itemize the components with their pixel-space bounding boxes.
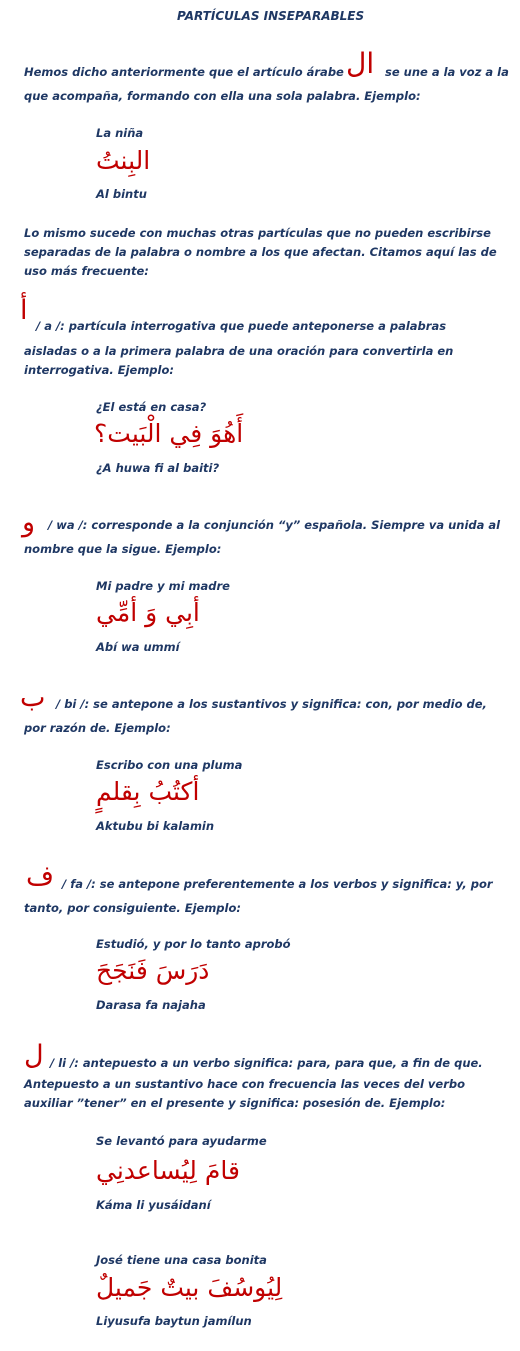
particle-bi-line-1: / bi /: se antepone a los sustantivos y significa: con, por medio de,	[56, 697, 487, 711]
particle-a-line-1: / a /: partícula interrogativa que puede anteponerse a palabras	[36, 319, 447, 333]
particle-fa-line-2: tanto, por consiguiente. Ejemplo:	[24, 901, 241, 915]
particle-li-line-3: auxiliar ”tener” en el presente y significa: posesión de. Ejemplo:	[24, 1096, 446, 1110]
particle-a-example-spanish: ¿El está en casa?	[96, 400, 207, 414]
particle-fa-example-arabic: دَرَسَ فَنَجَحَ	[96, 956, 210, 985]
para2-line-1: Lo mismo sucede con muchas otras partículas que no pueden escribirse	[24, 226, 491, 240]
particle-wa-letter: و	[22, 507, 36, 538]
particle-wa-example-spanish: Mi padre y mi madre	[96, 579, 230, 593]
particle-wa-example-transliteration: Abí wa ummí	[96, 640, 180, 654]
particle-a-line-2: aisladas o a la primera palabra de una oración para convertirla en	[24, 344, 454, 358]
para2-line-2: separadas de la palabra o nombre a los que afectan. Citamos aquí las de	[24, 245, 497, 259]
particle-bi-line-2: por razón de. Ejemplo:	[24, 721, 171, 735]
particle-li-letter: ل	[24, 1040, 44, 1071]
article-al-arabic: ال	[346, 47, 375, 80]
example-transliteration: Al bintu	[96, 187, 147, 201]
particle-wa-line-2: nombre que la sigue. Ejemplo:	[24, 542, 222, 556]
example-spanish: La niña	[96, 126, 144, 140]
particle-fa-example-spanish: Estudió, y por lo tanto aprobó	[96, 937, 291, 951]
particle-fa-letter: ف	[26, 861, 54, 892]
example-arabic: البِنتُ	[96, 146, 151, 175]
particle-fa-example-transliteration: Darasa fa najaha	[96, 998, 206, 1012]
particle-li-example-arabic: قامَ لِيُساعدنِي	[96, 1156, 240, 1185]
particle-wa-example-arabic: أبِي وَ أمِّي	[96, 598, 200, 627]
intro-line-2: que acompaña, formando con ella una sola palabra. Ejemplo:	[24, 89, 421, 103]
particle-wa-line-1: / wa /: corresponde a la conjunción “y” española. Siempre va unida al	[48, 518, 501, 532]
particle-fa-line-1: / fa /: se antepone preferentemente a los verbos y significa: y, por	[62, 877, 493, 891]
intro-line-1a: Hemos dicho anteriormente que el artículo árabe	[24, 65, 344, 79]
particle-li-example-transliteration: Káma li yusáidaní	[96, 1198, 211, 1212]
intro-line-1b: se une a la voz a la	[385, 65, 509, 79]
particle-li-example2-transliteration: Liyusufa baytun jamílun	[96, 1314, 252, 1328]
particle-li-example-spanish: Se levantó para ayudarme	[96, 1134, 267, 1148]
particle-li-example2-spanish: José tiene una casa bonita	[96, 1253, 267, 1267]
page-title: PARTÍCULAS INSEPARABLES	[177, 9, 365, 23]
particle-li-line-1: / li /: antepuesto a un verbo significa: para, para que, a fin de que.	[50, 1056, 483, 1070]
particle-li-line-2: Antepuesto a un sustantivo hace con frecuencia las veces del verbo	[24, 1077, 466, 1091]
para2-line-3: uso más frecuente:	[24, 264, 149, 278]
particle-bi-example-spanish: Escribo con una pluma	[96, 758, 243, 772]
particle-li-example2-arabic: لِيُوسُفَ بيتٌ جَميلٌ	[96, 1273, 283, 1302]
particle-bi-example-transliteration: Aktubu bi kalamin	[96, 819, 215, 833]
particle-bi-example-arabic: أكتُبُ بِقلمٍ	[96, 777, 200, 806]
particle-a-letter: أ	[20, 295, 28, 326]
particle-bi-letter: ب	[20, 682, 46, 713]
particle-a-line-3: interrogativa. Ejemplo:	[24, 363, 174, 377]
particle-a-example-arabic: أَهُوَ فِي الْبَيت؟	[94, 419, 244, 448]
particle-a-example-transliteration: ¿A huwa fi al baiti?	[96, 461, 220, 475]
